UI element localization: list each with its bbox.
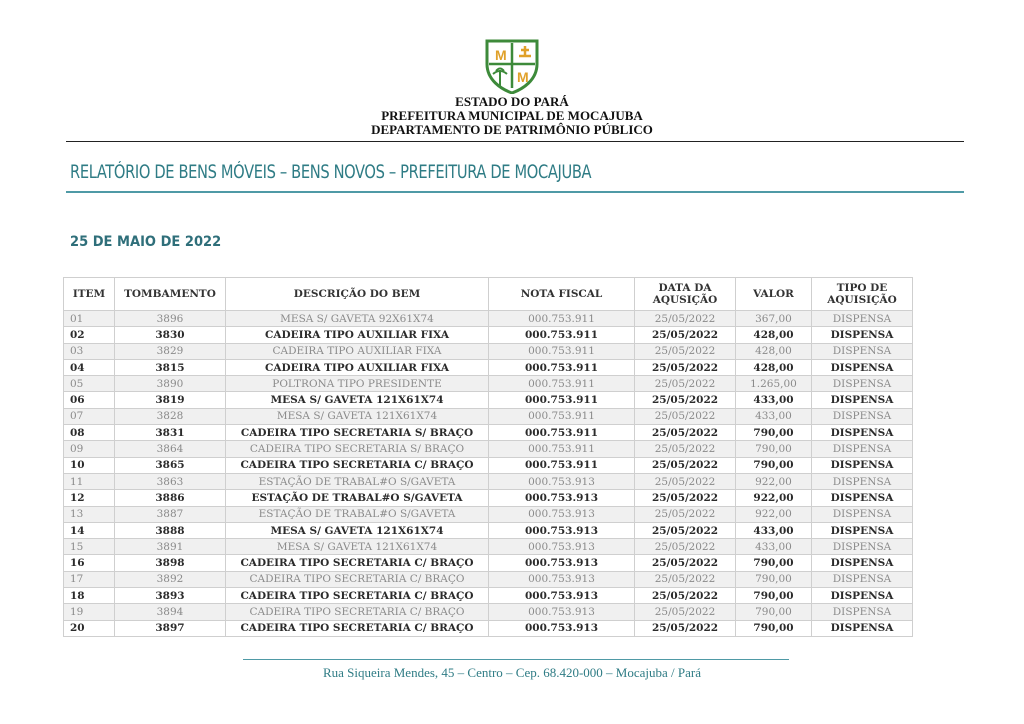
cell-data-aquisicao: 25/05/2022 — [635, 425, 736, 441]
table-row — [64, 588, 913, 604]
cell-item: 15 — [64, 539, 115, 555]
cell-descricao: CADEIRA TIPO AUXILIAR FIXA — [226, 343, 489, 359]
table-row — [64, 473, 913, 489]
column-header-data-aquisicao: DATA DA AQUSIÇÃO — [635, 278, 736, 311]
cell-data-aquisicao: 25/05/2022 — [635, 392, 736, 408]
cell-tipo-aquisicao: DISPENSA — [812, 588, 913, 604]
cell-valor: 922,00 — [736, 473, 812, 489]
cell-nota-fiscal: 000.753.911 — [489, 425, 635, 441]
cell-tipo-aquisicao: DISPENSA — [812, 311, 913, 327]
svg-text:M: M — [517, 69, 529, 85]
table-row — [64, 571, 913, 587]
cell-tombamento: 3898 — [115, 555, 226, 571]
cell-valor: 790,00 — [736, 555, 812, 571]
cell-data-aquisicao: 25/05/2022 — [635, 408, 736, 424]
cell-tombamento: 3819 — [115, 392, 226, 408]
report-title: RELATÓRIO DE BENS MÓVEIS – BENS NOVOS – PREFEITURA DE MOCAJUBA — [70, 162, 592, 183]
cell-item: 19 — [64, 604, 115, 620]
column-header-tombamento: TOMBAMENTO — [115, 278, 226, 311]
cell-tombamento: 3888 — [115, 522, 226, 538]
cell-data-aquisicao: 25/05/2022 — [635, 327, 736, 343]
cell-item: 18 — [64, 588, 115, 604]
header-divider — [66, 141, 964, 142]
cell-tombamento: 3886 — [115, 490, 226, 506]
cell-valor: 1.265,00 — [736, 376, 812, 392]
cell-tipo-aquisicao: DISPENSA — [812, 473, 913, 489]
cell-valor: 790,00 — [736, 457, 812, 473]
column-header-valor: VALOR — [736, 278, 812, 311]
cell-tipo-aquisicao: DISPENSA — [812, 392, 913, 408]
cell-valor: 790,00 — [736, 571, 812, 587]
cell-data-aquisicao: 25/05/2022 — [635, 376, 736, 392]
cell-tombamento: 3865 — [115, 457, 226, 473]
cell-tombamento: 3897 — [115, 620, 226, 636]
cell-tipo-aquisicao: DISPENSA — [812, 376, 913, 392]
cell-valor: 433,00 — [736, 522, 812, 538]
cell-tombamento: 3815 — [115, 359, 226, 375]
cell-nota-fiscal: 000.753.911 — [489, 311, 635, 327]
cell-item: 16 — [64, 555, 115, 571]
cell-nota-fiscal: 000.753.911 — [489, 376, 635, 392]
header-state: ESTADO DO PARÁ — [455, 94, 569, 109]
table-row — [64, 441, 913, 457]
cell-tipo-aquisicao: DISPENSA — [812, 359, 913, 375]
cell-descricao: CADEIRA TIPO AUXILIAR FIXA — [226, 327, 489, 343]
cell-nota-fiscal: 000.753.911 — [489, 441, 635, 457]
table-header-row — [64, 278, 913, 311]
table-row — [64, 425, 913, 441]
cell-descricao: MESA S/ GAVETA 121X61X74 — [226, 522, 489, 538]
cell-nota-fiscal: 000.753.911 — [489, 327, 635, 343]
cell-descricao: CADEIRA TIPO SECRETARIA S/ BRAÇO — [226, 441, 489, 457]
cell-valor: 790,00 — [736, 441, 812, 457]
cell-item: 17 — [64, 571, 115, 587]
cell-valor: 367,00 — [736, 311, 812, 327]
cell-tombamento: 3831 — [115, 425, 226, 441]
cell-item: 12 — [64, 490, 115, 506]
cell-tipo-aquisicao: DISPENSA — [812, 620, 913, 636]
table-row — [64, 620, 913, 636]
cell-data-aquisicao: 25/05/2022 — [635, 343, 736, 359]
cell-descricao: CADEIRA TIPO AUXILIAR FIXA — [226, 359, 489, 375]
cell-tombamento: 3893 — [115, 588, 226, 604]
cell-valor: 433,00 — [736, 408, 812, 424]
cell-descricao: ESTAÇÃO DE TRABAL#O S/GAVETA — [226, 490, 489, 506]
cell-tipo-aquisicao: DISPENSA — [812, 343, 913, 359]
cell-item: 08 — [64, 425, 115, 441]
cell-valor: 433,00 — [736, 392, 812, 408]
cell-descricao: CADEIRA TIPO SECRETARIA C/ BRAÇO — [226, 620, 489, 636]
table-row — [64, 539, 913, 555]
cell-tombamento: 3863 — [115, 473, 226, 489]
table-row — [64, 522, 913, 538]
table-row — [64, 408, 913, 424]
cell-nota-fiscal: 000.753.913 — [489, 506, 635, 522]
cell-tipo-aquisicao: DISPENSA — [812, 555, 913, 571]
cell-nota-fiscal: 000.753.913 — [489, 604, 635, 620]
cell-tipo-aquisicao: DISPENSA — [812, 539, 913, 555]
cell-descricao: MESA S/ GAVETA 121X61X74 — [226, 408, 489, 424]
cell-descricao: MESA S/ GAVETA 92X61X74 — [226, 311, 489, 327]
cell-nota-fiscal: 000.753.913 — [489, 490, 635, 506]
cell-tombamento: 3896 — [115, 311, 226, 327]
cell-item: 07 — [64, 408, 115, 424]
header-prefecture: PREFEITURA MUNICIPAL DE MOCAJUBA — [381, 108, 643, 123]
footer-divider — [243, 659, 789, 660]
cell-tipo-aquisicao: DISPENSA — [812, 327, 913, 343]
cell-descricao: ESTAÇÃO DE TRABAL#O S/GAVETA — [226, 506, 489, 522]
cell-data-aquisicao: 25/05/2022 — [635, 473, 736, 489]
cell-descricao: CADEIRA TIPO SECRETARIA C/ BRAÇO — [226, 604, 489, 620]
cell-nota-fiscal: 000.753.911 — [489, 457, 635, 473]
cell-descricao: POLTRONA TIPO PRESIDENTE — [226, 376, 489, 392]
cell-item: 10 — [64, 457, 115, 473]
column-header-descricao: DESCRIÇÃO DO BEM — [226, 278, 489, 311]
title-underline — [66, 191, 964, 193]
table-body — [64, 311, 913, 637]
cell-data-aquisicao: 25/05/2022 — [635, 457, 736, 473]
cell-item: 13 — [64, 506, 115, 522]
cell-tombamento: 3891 — [115, 539, 226, 555]
cell-item: 09 — [64, 441, 115, 457]
cell-nota-fiscal: 000.753.913 — [489, 539, 635, 555]
cell-nota-fiscal: 000.753.913 — [489, 571, 635, 587]
report-date: 25 DE MAIO DE 2022 — [70, 234, 222, 250]
cell-item: 03 — [64, 343, 115, 359]
column-header-item: ITEM — [64, 278, 115, 311]
cell-tipo-aquisicao: DISPENSA — [812, 490, 913, 506]
cell-valor: 428,00 — [736, 327, 812, 343]
cell-tombamento: 3890 — [115, 376, 226, 392]
footer-address: Rua Siqueira Mendes, 45 – Centro – Cep. 68.420-000 – Mocajuba / Pará — [322, 665, 701, 680]
cell-tipo-aquisicao: DISPENSA — [812, 522, 913, 538]
table-row — [64, 376, 913, 392]
cell-tipo-aquisicao: DISPENSA — [812, 457, 913, 473]
cell-nota-fiscal: 000.753.913 — [489, 522, 635, 538]
cell-descricao: CADEIRA TIPO SECRETARIA C/ BRAÇO — [226, 571, 489, 587]
cell-item: 06 — [64, 392, 115, 408]
cell-data-aquisicao: 25/05/2022 — [635, 311, 736, 327]
cell-data-aquisicao: 25/05/2022 — [635, 522, 736, 538]
cell-valor: 790,00 — [736, 604, 812, 620]
table-row — [64, 359, 913, 375]
cell-descricao: MESA S/ GAVETA 121X61X74 — [226, 539, 489, 555]
cell-data-aquisicao: 25/05/2022 — [635, 539, 736, 555]
cell-valor: 428,00 — [736, 359, 812, 375]
cell-item: 20 — [64, 620, 115, 636]
assets-table — [63, 277, 913, 637]
cell-data-aquisicao: 25/05/2022 — [635, 571, 736, 587]
table-row — [64, 343, 913, 359]
municipal-coat-of-arms-logo — [483, 38, 541, 94]
table-row — [64, 604, 913, 620]
cell-item: 02 — [64, 327, 115, 343]
cell-data-aquisicao: 25/05/2022 — [635, 490, 736, 506]
cell-nota-fiscal: 000.753.911 — [489, 408, 635, 424]
cell-data-aquisicao: 25/05/2022 — [635, 506, 736, 522]
cell-nota-fiscal: 000.753.913 — [489, 555, 635, 571]
cell-nota-fiscal: 000.753.913 — [489, 588, 635, 604]
cell-descricao: MESA S/ GAVETA 121X61X74 — [226, 392, 489, 408]
cell-data-aquisicao: 25/05/2022 — [635, 604, 736, 620]
cell-tipo-aquisicao: DISPENSA — [812, 441, 913, 457]
cell-valor: 922,00 — [736, 490, 812, 506]
cell-item: 01 — [64, 311, 115, 327]
cell-item: 14 — [64, 522, 115, 538]
cell-data-aquisicao: 25/05/2022 — [635, 555, 736, 571]
cell-descricao: CADEIRA TIPO SECRETARIA C/ BRAÇO — [226, 457, 489, 473]
cell-nota-fiscal: 000.753.913 — [489, 620, 635, 636]
cell-tombamento: 3828 — [115, 408, 226, 424]
table-row — [64, 490, 913, 506]
cell-data-aquisicao: 25/05/2022 — [635, 588, 736, 604]
table-row — [64, 555, 913, 571]
header-department: DEPARTAMENTO DE PATRIMÔNIO PÚBLICO — [371, 122, 653, 137]
cell-descricao: CADEIRA TIPO SECRETARIA C/ BRAÇO — [226, 555, 489, 571]
table-row — [64, 457, 913, 473]
table-row — [64, 327, 913, 343]
cell-tombamento: 3887 — [115, 506, 226, 522]
table-row — [64, 392, 913, 408]
cell-tombamento: 3892 — [115, 571, 226, 587]
cell-nota-fiscal: 000.753.911 — [489, 359, 635, 375]
cell-tipo-aquisicao: DISPENSA — [812, 604, 913, 620]
cell-tipo-aquisicao: DISPENSA — [812, 506, 913, 522]
cell-descricao: ESTAÇÃO DE TRABAL#O S/GAVETA — [226, 473, 489, 489]
table-row — [64, 311, 913, 327]
cell-item: 04 — [64, 359, 115, 375]
cell-data-aquisicao: 25/05/2022 — [635, 359, 736, 375]
cell-tombamento: 3864 — [115, 441, 226, 457]
cell-tipo-aquisicao: DISPENSA — [812, 425, 913, 441]
cell-valor: 790,00 — [736, 425, 812, 441]
column-header-tipo-aquisicao: TIPO DE AQUISIÇÃO — [812, 278, 913, 311]
cell-tombamento: 3829 — [115, 343, 226, 359]
table-row — [64, 506, 913, 522]
cell-data-aquisicao: 25/05/2022 — [635, 441, 736, 457]
cell-tipo-aquisicao: DISPENSA — [812, 571, 913, 587]
cell-valor: 433,00 — [736, 539, 812, 555]
column-header-nota-fiscal: NOTA FISCAL — [489, 278, 635, 311]
cell-item: 05 — [64, 376, 115, 392]
cell-valor: 922,00 — [736, 506, 812, 522]
cell-data-aquisicao: 25/05/2022 — [635, 620, 736, 636]
cell-tombamento: 3830 — [115, 327, 226, 343]
cell-descricao: CADEIRA TIPO SECRETARIA S/ BRAÇO — [226, 425, 489, 441]
cell-tombamento: 3894 — [115, 604, 226, 620]
cell-valor: 790,00 — [736, 588, 812, 604]
svg-text:M: M — [495, 47, 507, 63]
cell-valor: 790,00 — [736, 620, 812, 636]
cell-nota-fiscal: 000.753.913 — [489, 473, 635, 489]
cell-valor: 428,00 — [736, 343, 812, 359]
cell-tipo-aquisicao: DISPENSA — [812, 408, 913, 424]
cell-item: 11 — [64, 473, 115, 489]
cell-nota-fiscal: 000.753.911 — [489, 343, 635, 359]
cell-descricao: CADEIRA TIPO SECRETARIA C/ BRAÇO — [226, 588, 489, 604]
cell-nota-fiscal: 000.753.911 — [489, 392, 635, 408]
